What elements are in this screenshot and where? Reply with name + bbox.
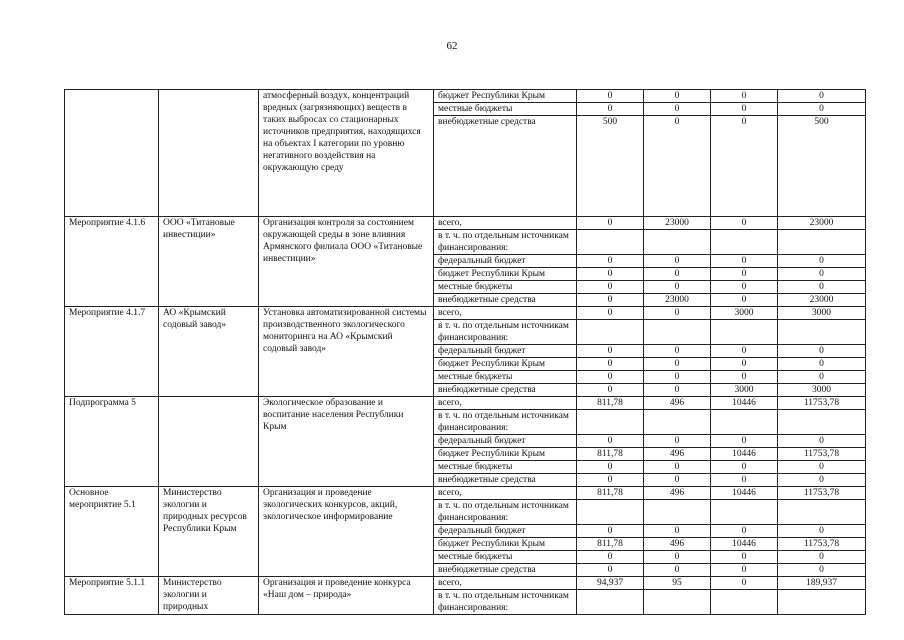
- table-row: [65, 90, 866, 103]
- value-cell: 11753,78: [778, 448, 866, 461]
- value-cell: 0: [778, 358, 866, 371]
- value-cell: 95: [644, 577, 711, 590]
- executor-cell: АО «Крымский содовый завод»: [159, 307, 259, 397]
- value-cell: 0: [778, 255, 866, 268]
- value-cell: 0: [778, 371, 866, 384]
- funding-source-cell: в т. ч. по отдельным источникам финансирования:: [434, 590, 577, 615]
- value-cell: 0: [644, 525, 711, 538]
- budget-table: [64, 89, 866, 615]
- value-cell: 0: [577, 435, 644, 448]
- value-cell: 0: [644, 371, 711, 384]
- value-cell: 0: [644, 103, 711, 116]
- value-cell: 0: [577, 525, 644, 538]
- funding-source-cell: бюджет Республики Крым: [434, 538, 577, 551]
- value-cell: 10446: [711, 487, 778, 500]
- value-cell: 0: [778, 281, 866, 294]
- value-cell: 0: [577, 281, 644, 294]
- program-cell: Основное мероприятие 5.1: [65, 487, 159, 577]
- funding-source-cell: местные бюджеты: [434, 551, 577, 564]
- value-cell: 0: [778, 474, 866, 487]
- executor-cell: ООО «Титановые инвестиции»: [159, 217, 259, 307]
- value-cell: 500: [778, 116, 866, 217]
- value-cell: 0: [577, 103, 644, 116]
- value-cell: 0: [644, 90, 711, 103]
- funding-source-cell: местные бюджеты: [434, 103, 577, 116]
- value-cell: 23000: [644, 294, 711, 307]
- value-cell: 0: [711, 577, 778, 590]
- value-cell: 0: [644, 358, 711, 371]
- value-cell: [711, 230, 778, 255]
- executor-cell: [159, 397, 259, 487]
- value-cell: 0: [778, 461, 866, 474]
- value-cell: 0: [644, 116, 711, 217]
- value-cell: 0: [711, 474, 778, 487]
- funding-source-cell: местные бюджеты: [434, 461, 577, 474]
- budget-table-body: [65, 90, 866, 615]
- value-cell: 0: [711, 217, 778, 230]
- program-cell: Мероприятие 4.1.7: [65, 307, 159, 397]
- value-cell: 0: [711, 461, 778, 474]
- value-cell: 0: [778, 564, 866, 577]
- funding-source-cell: внебюджетные средства: [434, 474, 577, 487]
- table-row: [65, 487, 866, 500]
- program-cell: Мероприятие 4.1.6: [65, 217, 159, 307]
- description-cell: Организация и проведение конкурса «Наш дом – природа»: [259, 577, 434, 615]
- value-cell: 811,78: [577, 538, 644, 551]
- description-cell: атмосферный воздух, концентраций вредных (загрязняющих) веществ в таких выбросах со стационарных источников предприятия, находящихся на объектах I категории по уровню негативного воздействия на окружающую среду: [259, 90, 434, 217]
- value-cell: 0: [577, 474, 644, 487]
- value-cell: [778, 590, 866, 615]
- value-cell: 0: [577, 358, 644, 371]
- value-cell: 496: [644, 397, 711, 410]
- value-cell: 0: [711, 268, 778, 281]
- value-cell: [644, 320, 711, 345]
- funding-source-cell: федеральный бюджет: [434, 345, 577, 358]
- value-cell: [644, 410, 711, 435]
- value-cell: 0: [778, 525, 866, 538]
- value-cell: 11753,78: [778, 538, 866, 551]
- description-cell: Организация и проведение экологических конкурсов, акций, экологическое информирование: [259, 487, 434, 577]
- value-cell: 0: [711, 103, 778, 116]
- value-cell: 94,937: [577, 577, 644, 590]
- value-cell: 0: [644, 281, 711, 294]
- value-cell: [577, 410, 644, 435]
- table-row: [65, 307, 866, 320]
- value-cell: 189,937: [778, 577, 866, 590]
- funding-source-cell: внебюджетные средства: [434, 294, 577, 307]
- value-cell: 496: [644, 538, 711, 551]
- value-cell: 0: [778, 103, 866, 116]
- funding-source-cell: бюджет Республики Крым: [434, 358, 577, 371]
- value-cell: 10446: [711, 397, 778, 410]
- value-cell: 0: [644, 461, 711, 474]
- value-cell: 811,78: [577, 397, 644, 410]
- description-cell: Установка автоматизированной системы производственного экологического мониторинга на АО «Крымский содовый завод»: [259, 307, 434, 397]
- value-cell: 0: [644, 345, 711, 358]
- funding-source-cell: внебюджетные средства: [434, 564, 577, 577]
- value-cell: 10446: [711, 448, 778, 461]
- funding-source-cell: всего,: [434, 577, 577, 590]
- table-row: [65, 577, 866, 590]
- value-cell: 0: [577, 255, 644, 268]
- value-cell: 0: [711, 435, 778, 448]
- value-cell: 0: [577, 268, 644, 281]
- value-cell: 0: [778, 345, 866, 358]
- funding-source-cell: бюджет Республики Крым: [434, 448, 577, 461]
- funding-source-cell: в т. ч. по отдельным источникам финансирования:: [434, 410, 577, 435]
- value-cell: 0: [644, 435, 711, 448]
- funding-source-cell: всего,: [434, 487, 577, 500]
- value-cell: 3000: [778, 307, 866, 320]
- program-cell: [65, 90, 159, 217]
- value-cell: 811,78: [577, 448, 644, 461]
- value-cell: [711, 500, 778, 525]
- value-cell: [644, 590, 711, 615]
- value-cell: 0: [778, 435, 866, 448]
- value-cell: 0: [711, 116, 778, 217]
- value-cell: [577, 590, 644, 615]
- value-cell: 0: [711, 345, 778, 358]
- value-cell: 500: [577, 116, 644, 217]
- value-cell: 23000: [644, 217, 711, 230]
- value-cell: 0: [577, 307, 644, 320]
- funding-source-cell: внебюджетные средства: [434, 384, 577, 397]
- value-cell: 0: [711, 255, 778, 268]
- funding-source-cell: федеральный бюджет: [434, 525, 577, 538]
- value-cell: 0: [577, 217, 644, 230]
- value-cell: 0: [644, 564, 711, 577]
- value-cell: [577, 230, 644, 255]
- value-cell: 11753,78: [778, 487, 866, 500]
- value-cell: 3000: [711, 307, 778, 320]
- value-cell: 0: [644, 255, 711, 268]
- value-cell: 0: [778, 551, 866, 564]
- funding-source-cell: федеральный бюджет: [434, 255, 577, 268]
- table-row: [65, 217, 866, 230]
- value-cell: 0: [644, 551, 711, 564]
- value-cell: [644, 230, 711, 255]
- value-cell: 0: [711, 358, 778, 371]
- funding-source-cell: бюджет Республики Крым: [434, 90, 577, 103]
- funding-source-cell: в т. ч. по отдельным источникам финансирования:: [434, 230, 577, 255]
- value-cell: [778, 320, 866, 345]
- value-cell: 0: [778, 268, 866, 281]
- page-number: 62: [446, 40, 458, 52]
- funding-source-cell: в т. ч. по отдельным источникам финансирования:: [434, 320, 577, 345]
- value-cell: 0: [577, 371, 644, 384]
- value-cell: 0: [711, 551, 778, 564]
- value-cell: 3000: [778, 384, 866, 397]
- value-cell: 0: [577, 564, 644, 577]
- value-cell: 0: [577, 384, 644, 397]
- executor-cell: Министерство экологии и природных: [159, 577, 259, 615]
- value-cell: 0: [711, 294, 778, 307]
- value-cell: [711, 410, 778, 435]
- value-cell: [778, 410, 866, 435]
- value-cell: 3000: [711, 384, 778, 397]
- funding-source-cell: внебюджетные средства: [434, 116, 577, 217]
- value-cell: 0: [644, 268, 711, 281]
- value-cell: 11753,78: [778, 397, 866, 410]
- value-cell: 0: [711, 564, 778, 577]
- value-cell: 811,78: [577, 487, 644, 500]
- funding-source-cell: местные бюджеты: [434, 281, 577, 294]
- funding-source-cell: всего,: [434, 217, 577, 230]
- value-cell: 0: [577, 551, 644, 564]
- value-cell: 0: [577, 345, 644, 358]
- value-cell: 0: [711, 281, 778, 294]
- funding-source-cell: всего,: [434, 397, 577, 410]
- value-cell: [711, 320, 778, 345]
- value-cell: 10446: [711, 538, 778, 551]
- value-cell: 0: [778, 90, 866, 103]
- value-cell: [577, 500, 644, 525]
- value-cell: 0: [711, 525, 778, 538]
- value-cell: 496: [644, 448, 711, 461]
- program-cell: Подпрограмма 5: [65, 397, 159, 487]
- value-cell: [778, 500, 866, 525]
- value-cell: 23000: [778, 217, 866, 230]
- value-cell: [577, 320, 644, 345]
- executor-cell: Министерство экологии и природных ресурсов Республики Крым: [159, 487, 259, 577]
- funding-source-cell: в т. ч. по отдельным источникам финансирования:: [434, 500, 577, 525]
- value-cell: [711, 590, 778, 615]
- value-cell: 23000: [778, 294, 866, 307]
- value-cell: 0: [644, 384, 711, 397]
- program-cell: Мероприятие 5.1.1: [65, 577, 159, 615]
- value-cell: 0: [644, 474, 711, 487]
- description-cell: Экологическое образование и воспитание населения Республики Крым: [259, 397, 434, 487]
- description-cell: Организация контроля за состоянием окружающей среды в зоне влияния Армянского филиала ООО «Титановые инвестиции»: [259, 217, 434, 307]
- funding-source-cell: федеральный бюджет: [434, 435, 577, 448]
- value-cell: [778, 230, 866, 255]
- value-cell: 0: [577, 461, 644, 474]
- value-cell: 0: [644, 307, 711, 320]
- value-cell: [644, 500, 711, 525]
- funding-source-cell: бюджет Республики Крым: [434, 268, 577, 281]
- value-cell: 0: [577, 294, 644, 307]
- funding-source-cell: всего,: [434, 307, 577, 320]
- value-cell: 0: [577, 90, 644, 103]
- value-cell: 496: [644, 487, 711, 500]
- value-cell: 0: [711, 90, 778, 103]
- value-cell: 0: [711, 371, 778, 384]
- table-row: [65, 397, 866, 410]
- executor-cell: [159, 90, 259, 217]
- funding-source-cell: местные бюджеты: [434, 371, 577, 384]
